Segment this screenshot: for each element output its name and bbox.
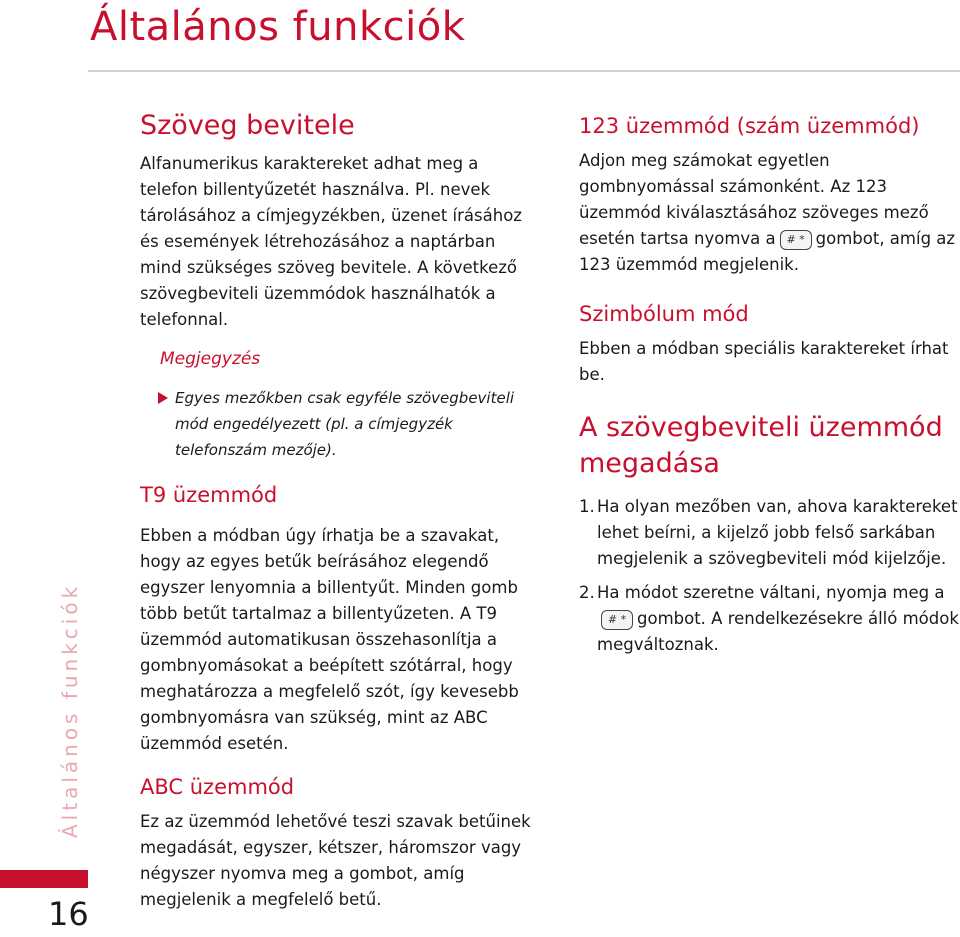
mode-select-steps — [579, 494, 960, 658]
right-column — [579, 108, 960, 658]
mode-123-text — [579, 148, 960, 278]
step-item — [579, 494, 960, 572]
abc-text: Ez az üzemmód lehetővé teszi szavak betűinek megadását, egyszer, kétszer, háromszor vagy négyszer nyomva meg a gombot, amíg megjelenik a megfelelő betű. — [140, 812, 531, 909]
hash-star-key-icon: # * — [601, 610, 633, 630]
page-number: 16 — [48, 895, 89, 933]
mode-123-text-before: Adjon meg számokat egyetlen gombnyomással számonként. Az 123 üzemmód kiválasztásához szöveges mező esetén tartsa nyomva a — [579, 151, 929, 248]
left-column — [140, 108, 535, 913]
hash-star-key-icon: # * — [780, 230, 812, 250]
text-input-intro: Alfanumerikus karaktereket adhat meg a telefon billentyűzetét használva. Pl. nevek tárolásához a címjegyzékben, üzenet írásához és események létrehozásához a naptárban mind szükséges szöveg bevitele. A következő szövegbeviteli üzemmódok használhatók a telefonnal. — [140, 154, 522, 329]
step-text: Ha olyan mezőben van, ahova karaktereket lehet beírni, a kijelző jobb felső sarkában megjelenik a szövegbeviteli mód kijelzője. — [597, 497, 958, 568]
note-item — [175, 385, 535, 463]
step-text-after: gombot. A rendelkezésekre álló módok megváltoznak. — [597, 609, 959, 654]
mode-select-heading: A szövegbeviteli üzemmód megadása — [579, 412, 943, 479]
t9-heading: T9 üzemmód — [140, 483, 278, 507]
t9-text: Ebben a módban úgy írhatja be a szavakat, hogy az egyes betűk beírásához elegendő egyszer lenyomnia a billentyűt. Minden gomb több betűt tartalmaz a billentyűzeten. A T9 üzemmód automatikusan összehasonlítja a gombnyomásokat a beépített szótárral, hogy meghatározza a megfelelő szót, így kevesebb gombnyomásra van szükség, mint az ABC üzemmód esetén. — [140, 526, 519, 753]
note-heading: Megjegyzés — [160, 349, 261, 369]
text-input-heading: Szöveg bevitele — [140, 110, 355, 141]
triangle-bullet-icon — [158, 392, 168, 404]
step-item — [579, 580, 960, 658]
symbol-heading: Szimbólum mód — [579, 302, 749, 326]
step-number: 1. — [579, 497, 595, 516]
page-title: Általános funkciók — [90, 4, 466, 50]
mode-123-text-after: gombot, amíg az 123 üzemmód megjelenik. — [579, 229, 956, 274]
symbol-text: Ebben a módban speciális karaktereket írhat be. — [579, 339, 949, 384]
step-number: 2. — [579, 583, 595, 602]
title-divider — [88, 70, 960, 72]
side-label-text: Általános funkciók — [58, 582, 82, 838]
abc-heading: ABC üzemmód — [140, 775, 295, 799]
note-box — [140, 345, 535, 463]
note-text: Egyes mezőkben csak egyféle szövegbeviteli mód engedélyezett (pl. a címjegyzék telefonszám mezője). — [175, 389, 515, 459]
mode-123-heading: 123 üzemmód (szám üzemmód) — [579, 114, 920, 138]
step-text-before: Ha módot szeretne váltani, nyomja meg a — [597, 583, 945, 602]
side-accent-bar — [0, 870, 88, 888]
